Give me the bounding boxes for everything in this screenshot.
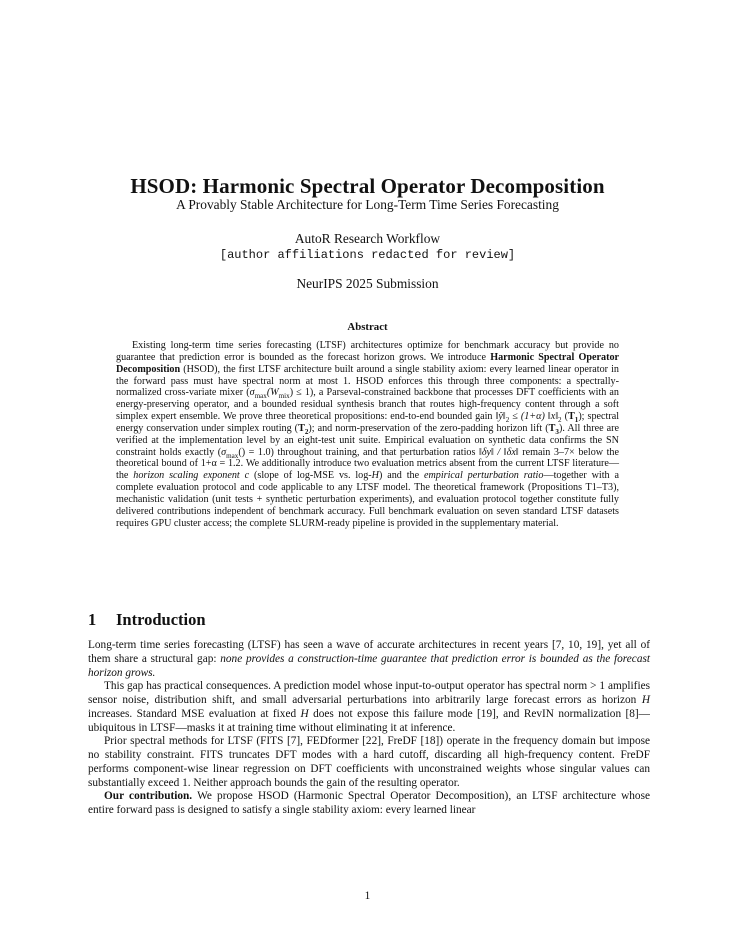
paper-title: HSOD: Harmonic Spectral Operator Decomposition: [130, 174, 605, 198]
abstract-text: (slope of log-MSE vs. log-: [249, 470, 372, 482]
abstract-heading: Abstract: [347, 321, 388, 333]
paragraph-text: Prior spectral methods for LTSF (FITS [7], FEDformer [22], FreDF [18]) operate in the frequency domain but impose no stability constraint. FITS truncates DFT modes with a hard cutoff, discarding all high-frequency content. FreDF performs component-wise linear regression on DFT coefficients with unconstrained weights whose singular values can substantially exceed 1. Neither approach bounds the gain of the resulting operator.: [88, 735, 650, 789]
abstract-text: (: [561, 411, 568, 423]
math-w: (W: [266, 387, 279, 399]
paragraph: [88, 639, 650, 680]
paragraph: [88, 680, 650, 735]
run-in-heading: Our contribution.: [104, 790, 193, 803]
introduction-body: [88, 639, 650, 818]
abstract-body: [116, 340, 619, 530]
math-sub: max: [226, 451, 239, 460]
paragraph-text: This gap has practical consequences. A prediction model whose input-to-output operator has spectral norm > 1 amplifies sensor noise, distribution shift, and small adversarial perturbations into arbitrarily large forecast errors as horizon: [88, 680, 650, 706]
prop-t3: T: [548, 422, 556, 434]
math-sn-value: () = 1.0: [238, 446, 271, 458]
abstract-text: (HSOD), the first LTSF architecture built around a single stability axiom: every learned linear operator in the forward pass must have spectral norm at most 1. HSOD enforces this through three components: a spectrally-normalized cross-variate mixer (: [116, 363, 619, 399]
abstract-text: ) throughout training, and that perturbation ratios: [270, 446, 479, 458]
math-gain-left: ‖ŷ‖: [495, 411, 506, 423]
abstract-text: ). All three are verified at the implementation level by an eight-test unit suite. Empirical evaluation on synthetic data confirms the SN constraint holds exactly (: [116, 422, 619, 458]
math-sub: 2: [505, 416, 510, 425]
section-number: 1: [88, 610, 97, 629]
prop-t2-sub: 2: [304, 427, 309, 436]
math-gain-right: ≤ (1+α) ‖x‖: [509, 411, 559, 423]
abstract-method-name: Harmonic Spectral Operator Decomposition: [116, 351, 620, 375]
paragraph-text: We propose HSOD (Harmonic Spectral Operator Decomposition), an LTSF architecture whose entire forward pass is designed to satisfy a single stability axiom: every learned linear: [88, 790, 650, 816]
math-sigma: σ: [221, 446, 227, 458]
author-name: AutoR Research Workflow: [294, 231, 441, 246]
section-title: Introduction: [116, 610, 206, 629]
abstract-text: ); and norm-preservation of the zero-padding horizon lift (: [308, 422, 549, 434]
math-sub: mix: [278, 392, 290, 401]
abstract-text: ); spectral energy conservation under simplex routing (: [116, 411, 620, 434]
math-h: H: [300, 707, 309, 720]
prop-t3-sub: 3: [555, 427, 559, 436]
prop-t1: T: [568, 411, 575, 423]
math-h: H: [371, 470, 379, 482]
math-sub: 2: [558, 416, 562, 425]
metric-perturbation-ratio: empirical perturbation ratio: [423, 470, 544, 482]
abstract-text: ) and the: [378, 470, 424, 482]
author-affiliation: [author affiliations redacted for review]: [219, 248, 516, 262]
abstract-text: Existing long-term time series forecasting (LTSF) architectures optimize for benchmark accuracy but provide no guarantee that prediction error is bounded as the forecast horizon grows. We introduce: [116, 340, 619, 363]
paragraph-text: does not expose this failure mode [19], and RevIN normalization [8]—ubiquitous in LTSF—masks it at training time without eliminating it at inference.: [88, 707, 650, 734]
emphasis-text: none provides a construction-time guarantee that prediction error is bounded as the forecast horizon grows.: [88, 652, 650, 679]
paragraph-text: increases. Standard MSE evaluation at fixed: [88, 707, 301, 720]
math-sub: max: [254, 392, 267, 401]
math-le-one: ) ≤ 1: [289, 387, 310, 399]
abstract-text: —together with a complete evaluation protocol and code applicable to any LTSF model. The theoretical framework (Propositions T1–T3), mechanistic validation (unit tests + synthetic perturbation experiments), and evaluation protocol together constitute fully delivered contributions independent of benchmark accuracy. Full benchmark evaluation on seven standard LTSF datasets requires GPU cluster access; the complete SLURM-ready pipeline is provided in the supplementary material.: [116, 470, 619, 529]
venue: NeurIPS 2025 Submission: [296, 276, 439, 291]
prop-t2: T: [298, 422, 305, 434]
paragraph: [88, 735, 650, 790]
math-h: H: [641, 694, 650, 706]
paper-subtitle: A Provably Stable Architecture for Long-Term Time Series Forecasting: [176, 197, 559, 212]
metric-horizon-scaling: horizon scaling exponent c: [133, 470, 250, 482]
math-ratio: ‖δy‖ / ‖δx‖: [478, 446, 519, 458]
paragraph-text: Long-term time series forecasting (LTSF) has seen a wave of accurate architectures in recent years [7, 10, 19], yet all of them share a structural gap:: [88, 639, 650, 665]
abstract-text: remain 3–7× below the theoretical bound of 1+α = 1.2. We additionally introduce two evaluation metrics absent from the current LTSF literature—the: [116, 446, 619, 482]
abstract-text: ), a Parseval-constrained backbone that processes DFT coefficients with an energy-preserving operator, and a bounded residual synthesis branch that routes high-frequency content through a soft simplex expert ensemble. We prove three theoretical propositions: end-to-end bounded gain: [116, 387, 619, 423]
paragraph: [88, 790, 650, 818]
section-heading-introduction: [88, 610, 206, 630]
math-sigma: σ: [249, 387, 255, 399]
prop-t1-sub: 1: [574, 416, 579, 425]
page-number: 1: [364, 890, 371, 902]
